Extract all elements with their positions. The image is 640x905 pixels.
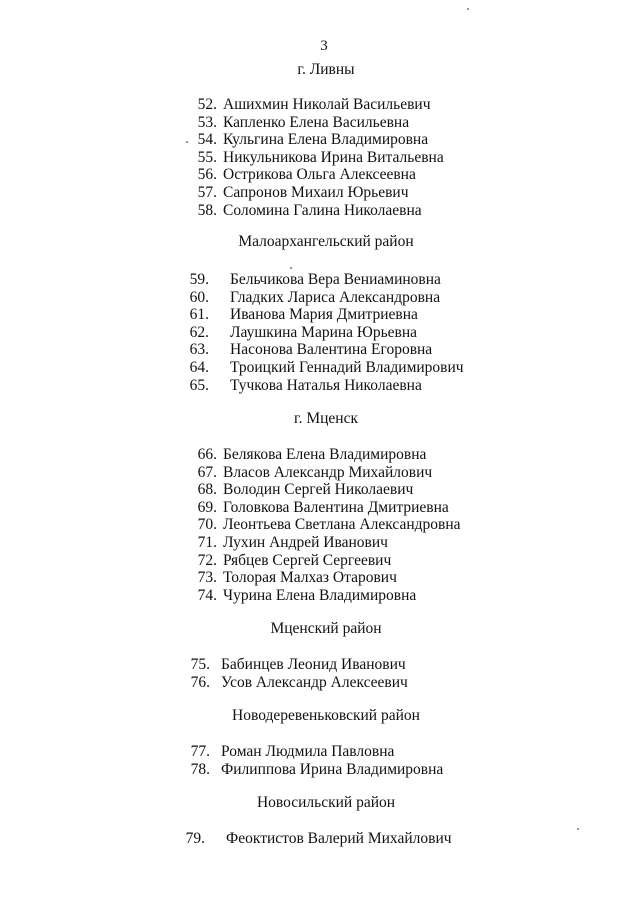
item-number: 62. (189, 323, 209, 341)
person-name: Толорая Малхаз Отарович (223, 569, 397, 587)
person-name: Усов Александр Алексеевич (221, 673, 408, 691)
item-number: 73. (197, 569, 217, 587)
person-name: Острикова Ольга Алексеевна (223, 166, 416, 184)
person-name: Бельчикова Вера Вениаминовна (230, 271, 441, 288)
item-number: 53. (197, 113, 217, 131)
person-name: Насонова Валентина Егоровна (230, 341, 433, 359)
scan-speck (577, 828, 579, 830)
person-name: Гладких Лариса Александровна (230, 288, 441, 306)
item-number: 67. (197, 463, 217, 481)
person-name: Капленко Елена Васильевна (223, 113, 410, 131)
person-name: Лухин Андрей Иванович (223, 534, 388, 551)
scan-speck (290, 267, 292, 269)
item-number: 74. (197, 586, 217, 604)
person-name: Соломина Галина Николаевна (223, 201, 422, 219)
scan-speck (467, 8, 469, 10)
person-name: Чурина Елена Владимировна (223, 586, 417, 604)
person-name: Белякова Елена Владимировна (223, 446, 427, 463)
item-number: 58. (197, 201, 217, 219)
person-name: Рябцев Сергей Сергеевич (223, 551, 392, 569)
person-name: Тучкова Наталья Николаевна (230, 376, 422, 394)
item-number: 79. (185, 830, 205, 847)
item-number: 68. (197, 481, 217, 499)
person-name: Власов Александр Михайлович (223, 463, 433, 481)
item-number: 55. (197, 148, 217, 166)
item-number: 71. (197, 534, 217, 551)
person-name: Троицкий Геннадий Владимирович (230, 359, 464, 376)
scan-speck (186, 141, 188, 143)
item-number: 59. (189, 271, 209, 288)
item-number: 76. (190, 673, 210, 691)
item-number: 61. (189, 306, 209, 324)
person-name: Головкова Валентина Дмитриевна (223, 498, 449, 516)
item-number: 69. (197, 498, 217, 516)
person-name: Володин Сергей Николаевич (223, 481, 414, 499)
section-heading: Новосильский район (256, 794, 396, 811)
person-name: Филиппова Ирина Владимировна (221, 760, 444, 778)
person-name: Сапронов Михаил Юрьевич (223, 184, 409, 201)
section-heading: Мценский район (270, 620, 382, 637)
person-name: Лаушкина Марина Юрьевна (230, 323, 418, 341)
section-heading: Новодеревеньковский район (232, 707, 420, 724)
person-name: Иванова Мария Дмитриевна (230, 306, 418, 324)
item-number: 77. (190, 743, 210, 760)
person-name: Леонтьева Светлана Александровна (223, 516, 461, 534)
page-number: 3 (320, 38, 328, 54)
item-number: 52. (197, 96, 217, 113)
person-name: Феоктистов Валерий Михайлович (226, 830, 452, 847)
section-heading: Малоархангельский район (238, 233, 414, 250)
item-number: 78. (190, 760, 210, 778)
item-number: 63. (189, 341, 209, 359)
person-name: Бабинцев Леонид Иванович (221, 656, 406, 673)
item-number: 65. (189, 376, 209, 394)
item-number: 60. (189, 288, 209, 306)
person-name: Никульникова Ирина Витальевна (223, 148, 444, 166)
item-number: 66. (197, 446, 217, 463)
section-heading: г. Мценск (293, 410, 359, 427)
item-number: 72. (197, 551, 217, 569)
item-number: 70. (197, 516, 217, 534)
item-number: 57. (197, 184, 217, 201)
item-number: 75. (190, 656, 210, 673)
item-number: 56. (197, 166, 217, 184)
person-name: Кульгина Елена Владимировна (223, 131, 429, 149)
item-number: 64. (189, 359, 209, 376)
section-heading: г. Ливны (297, 61, 355, 78)
person-name: Роман Людмила Павловна (221, 743, 395, 760)
item-number: 54. (197, 131, 217, 149)
person-name: Ашихмин Николай Васильевич (223, 96, 431, 113)
